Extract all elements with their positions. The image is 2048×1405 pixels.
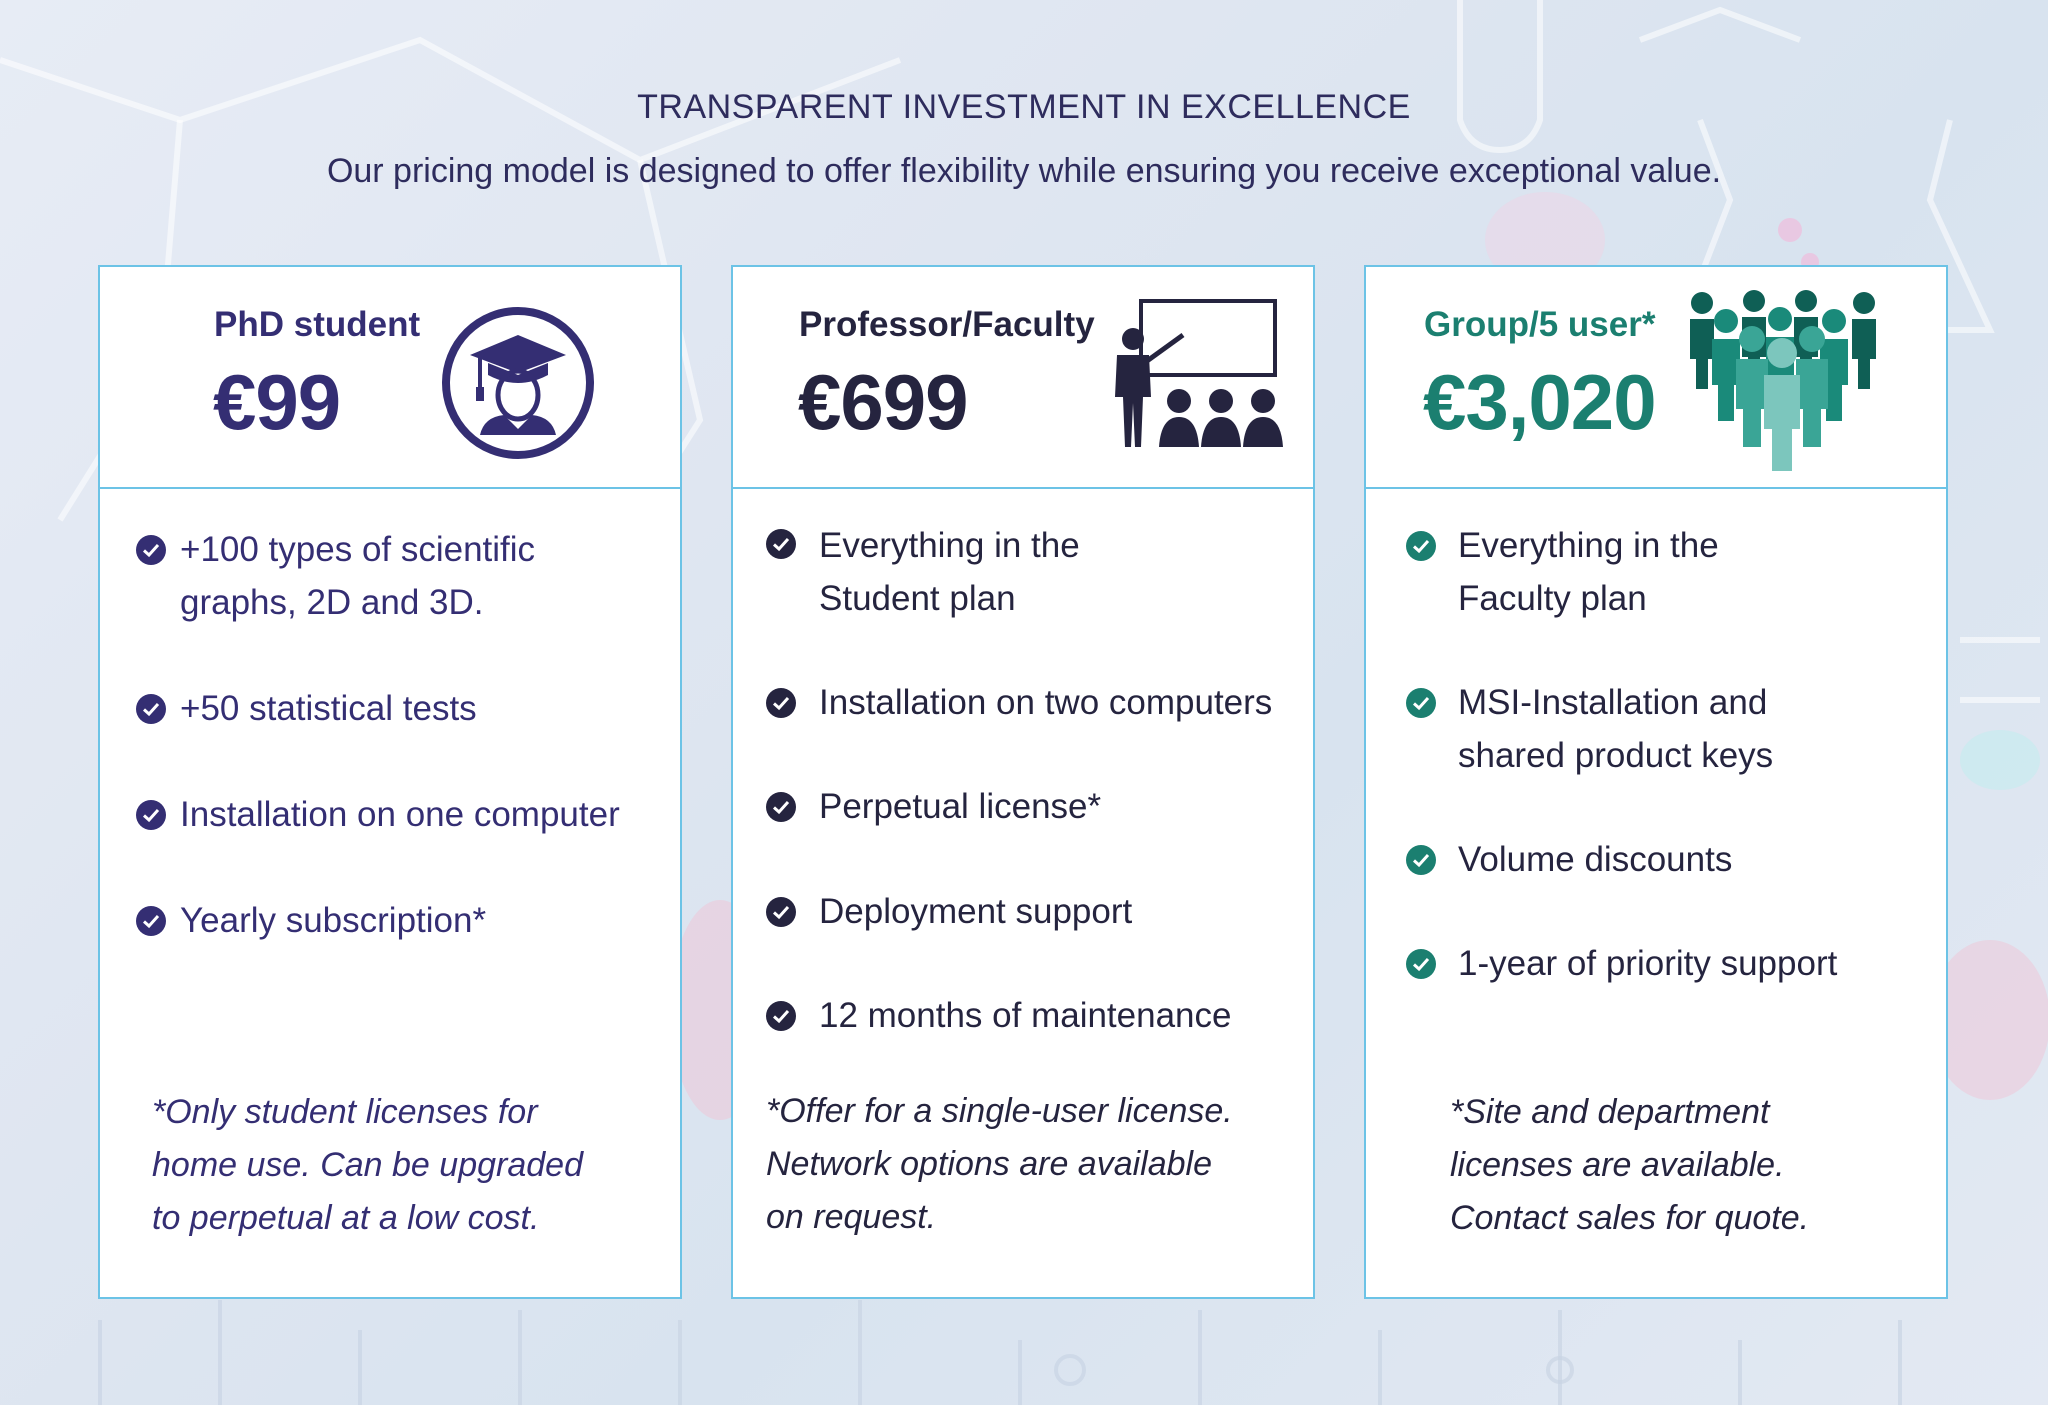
section-kicker: TRANSPARENT INVESTMENT IN EXCELLENCE	[637, 88, 1411, 126]
feature-text: Perpetual license*	[819, 787, 1102, 826]
pricing-card-professor-faculty	[731, 265, 1315, 1299]
plan-name: Group/5 user*	[1424, 305, 1656, 344]
feature-text: Deployment support	[819, 892, 1133, 931]
card-header	[1366, 267, 1946, 489]
group-people-icon	[1688, 289, 1888, 479]
plan-footnote: *Only student licenses for home use. Can be upgraded to perpetual at a low cost.	[152, 1093, 583, 1237]
check-circle-icon	[1406, 949, 1436, 979]
check-circle-icon	[1406, 845, 1436, 875]
pricing-card-group	[1364, 265, 1948, 1299]
section-subtitle: Our pricing model is designed to offer flexibility while ensuring you receive exceptional value.	[326, 152, 1722, 190]
check-circle-icon	[1406, 688, 1436, 718]
card-header	[100, 267, 680, 489]
check-circle-icon	[136, 906, 166, 936]
plan-name: Professor/Faculty	[799, 305, 1095, 344]
pricing-card-phd-student	[98, 265, 682, 1299]
check-circle-icon	[136, 800, 166, 830]
feature-text: 1-year of priority support	[1458, 944, 1838, 983]
plan-footnote: *Offer for a single-user license. Network options are available on request.	[766, 1092, 1233, 1236]
feature-text: 12 months of maintenance	[819, 996, 1232, 1035]
feature-text: +100 types of scientific graphs, 2D and 3D.	[180, 530, 536, 622]
plan-price: €3,020	[1423, 358, 1656, 446]
check-circle-icon	[766, 1001, 796, 1031]
plan-name: PhD student	[214, 305, 421, 344]
feature-text: Installation on one computer	[180, 795, 620, 834]
feature-text: Installation on two computers	[819, 683, 1273, 722]
graduate-icon	[440, 305, 596, 461]
feature-text: MSI-Installation and shared product keys	[1458, 683, 1774, 775]
feature-text: Volume discounts	[1458, 840, 1733, 879]
check-circle-icon	[766, 529, 796, 559]
check-circle-icon	[766, 792, 796, 822]
check-circle-icon	[766, 897, 796, 927]
check-circle-icon	[1406, 531, 1436, 561]
feature-text: Everything in the Faculty plan	[1458, 526, 1719, 618]
teacher-whiteboard-icon	[1103, 297, 1303, 457]
feature-text: Yearly subscription*	[180, 901, 487, 940]
plan-price: €99	[213, 358, 341, 446]
check-circle-icon	[136, 694, 166, 724]
feature-text: +50 statistical tests	[180, 689, 477, 728]
check-circle-icon	[136, 535, 166, 565]
plan-footnote: *Site and department licenses are available. Contact sales for quote.	[1450, 1093, 1810, 1237]
check-circle-icon	[766, 688, 796, 718]
card-header	[733, 267, 1313, 489]
feature-text: Everything in the Student plan	[819, 526, 1080, 618]
plan-price: €699	[798, 358, 968, 446]
